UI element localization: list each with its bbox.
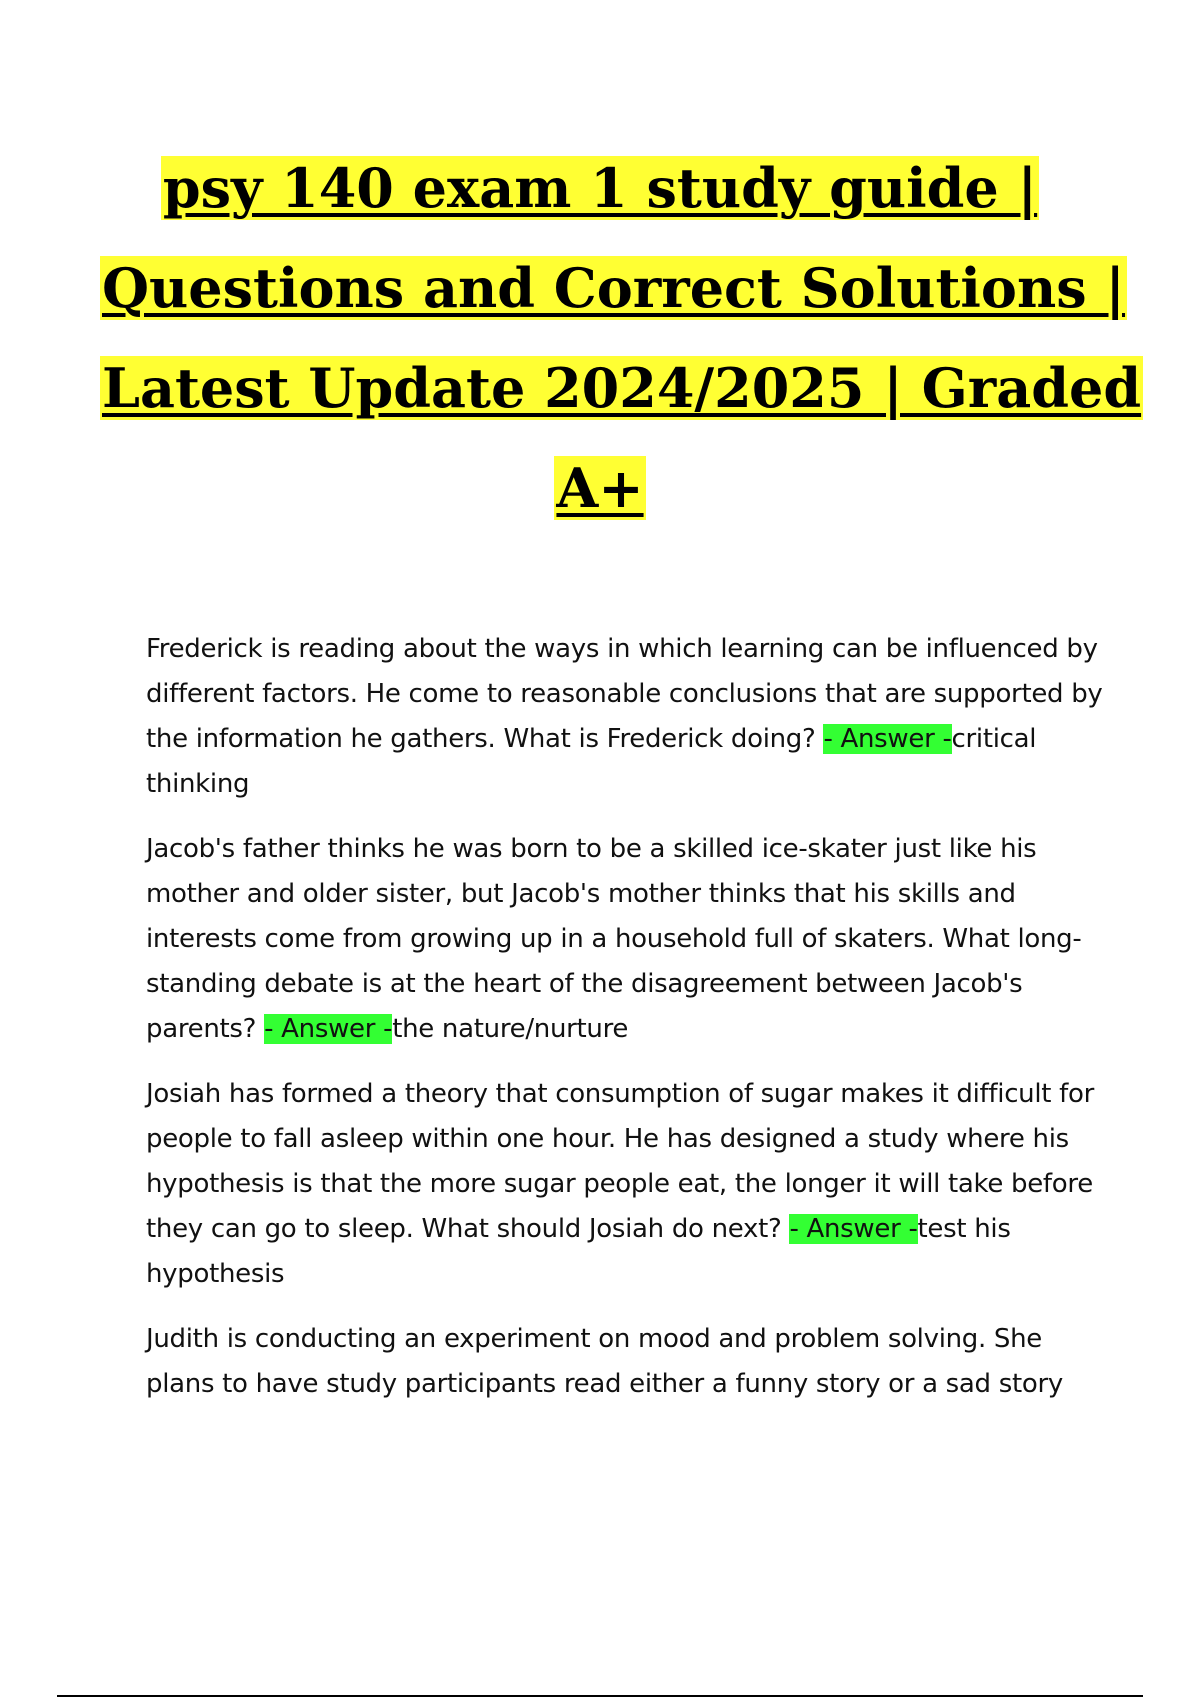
bottom-divider [57,1695,1143,1697]
qa-item [146,1317,1106,1407]
title-line-4 [100,438,1100,538]
answer-marker: - Answer - [789,1214,918,1244]
document-title [100,138,1142,538]
title-line-2 [100,238,1126,338]
answer-marker: - Answer - [264,1014,393,1044]
question-text: Judith is conducting an experiment on mood and problem solving. She plans to have study participants read either a funny story or a sad story [146,1324,1063,1399]
qa-list [146,627,1106,1427]
title-line-3 [100,338,1142,438]
question-text: Frederick is reading about the ways in which learning can be influenced by different factors. He come to reasonable conclusions that are supported by the information he gathers. What is Frederick doing? [146,634,1103,754]
title-line-1-text: psy 140 exam 1 study guide | [162,156,1038,220]
answer-text: the nature/nurture [392,1014,629,1044]
title-line-4-text: A+ [556,456,644,520]
answer-marker: - Answer - [823,724,952,754]
title-line-3-text: Latest Update 2024/2025 | Graded [102,356,1142,420]
title-line-2-text: Questions and Correct Solutions | [102,256,1126,320]
question-text: Josiah has formed a theory that consumption of sugar makes it difficult for people to fall asleep within one hour. He has designed a study where his hypothesis is that the more sugar people eat, the longer it will take before they can go to sleep. What should Josiah do next? [146,1079,1094,1244]
question-text: Jacob's father thinks he was born to be a skilled ice-skater just like his mother and older sister, but Jacob's mother thinks that his skills and interests come from growing up in a household full of skaters. What long-standing debate is at the heart of the disagreement between Jacob's parents? [146,834,1082,1044]
qa-item [146,827,1106,1052]
qa-item [146,627,1106,807]
title-line-1 [100,138,1100,238]
answer-text: test his hypothesis [146,1214,1011,1289]
answer-text: critical thinking [146,724,1037,799]
qa-item [146,1072,1106,1297]
